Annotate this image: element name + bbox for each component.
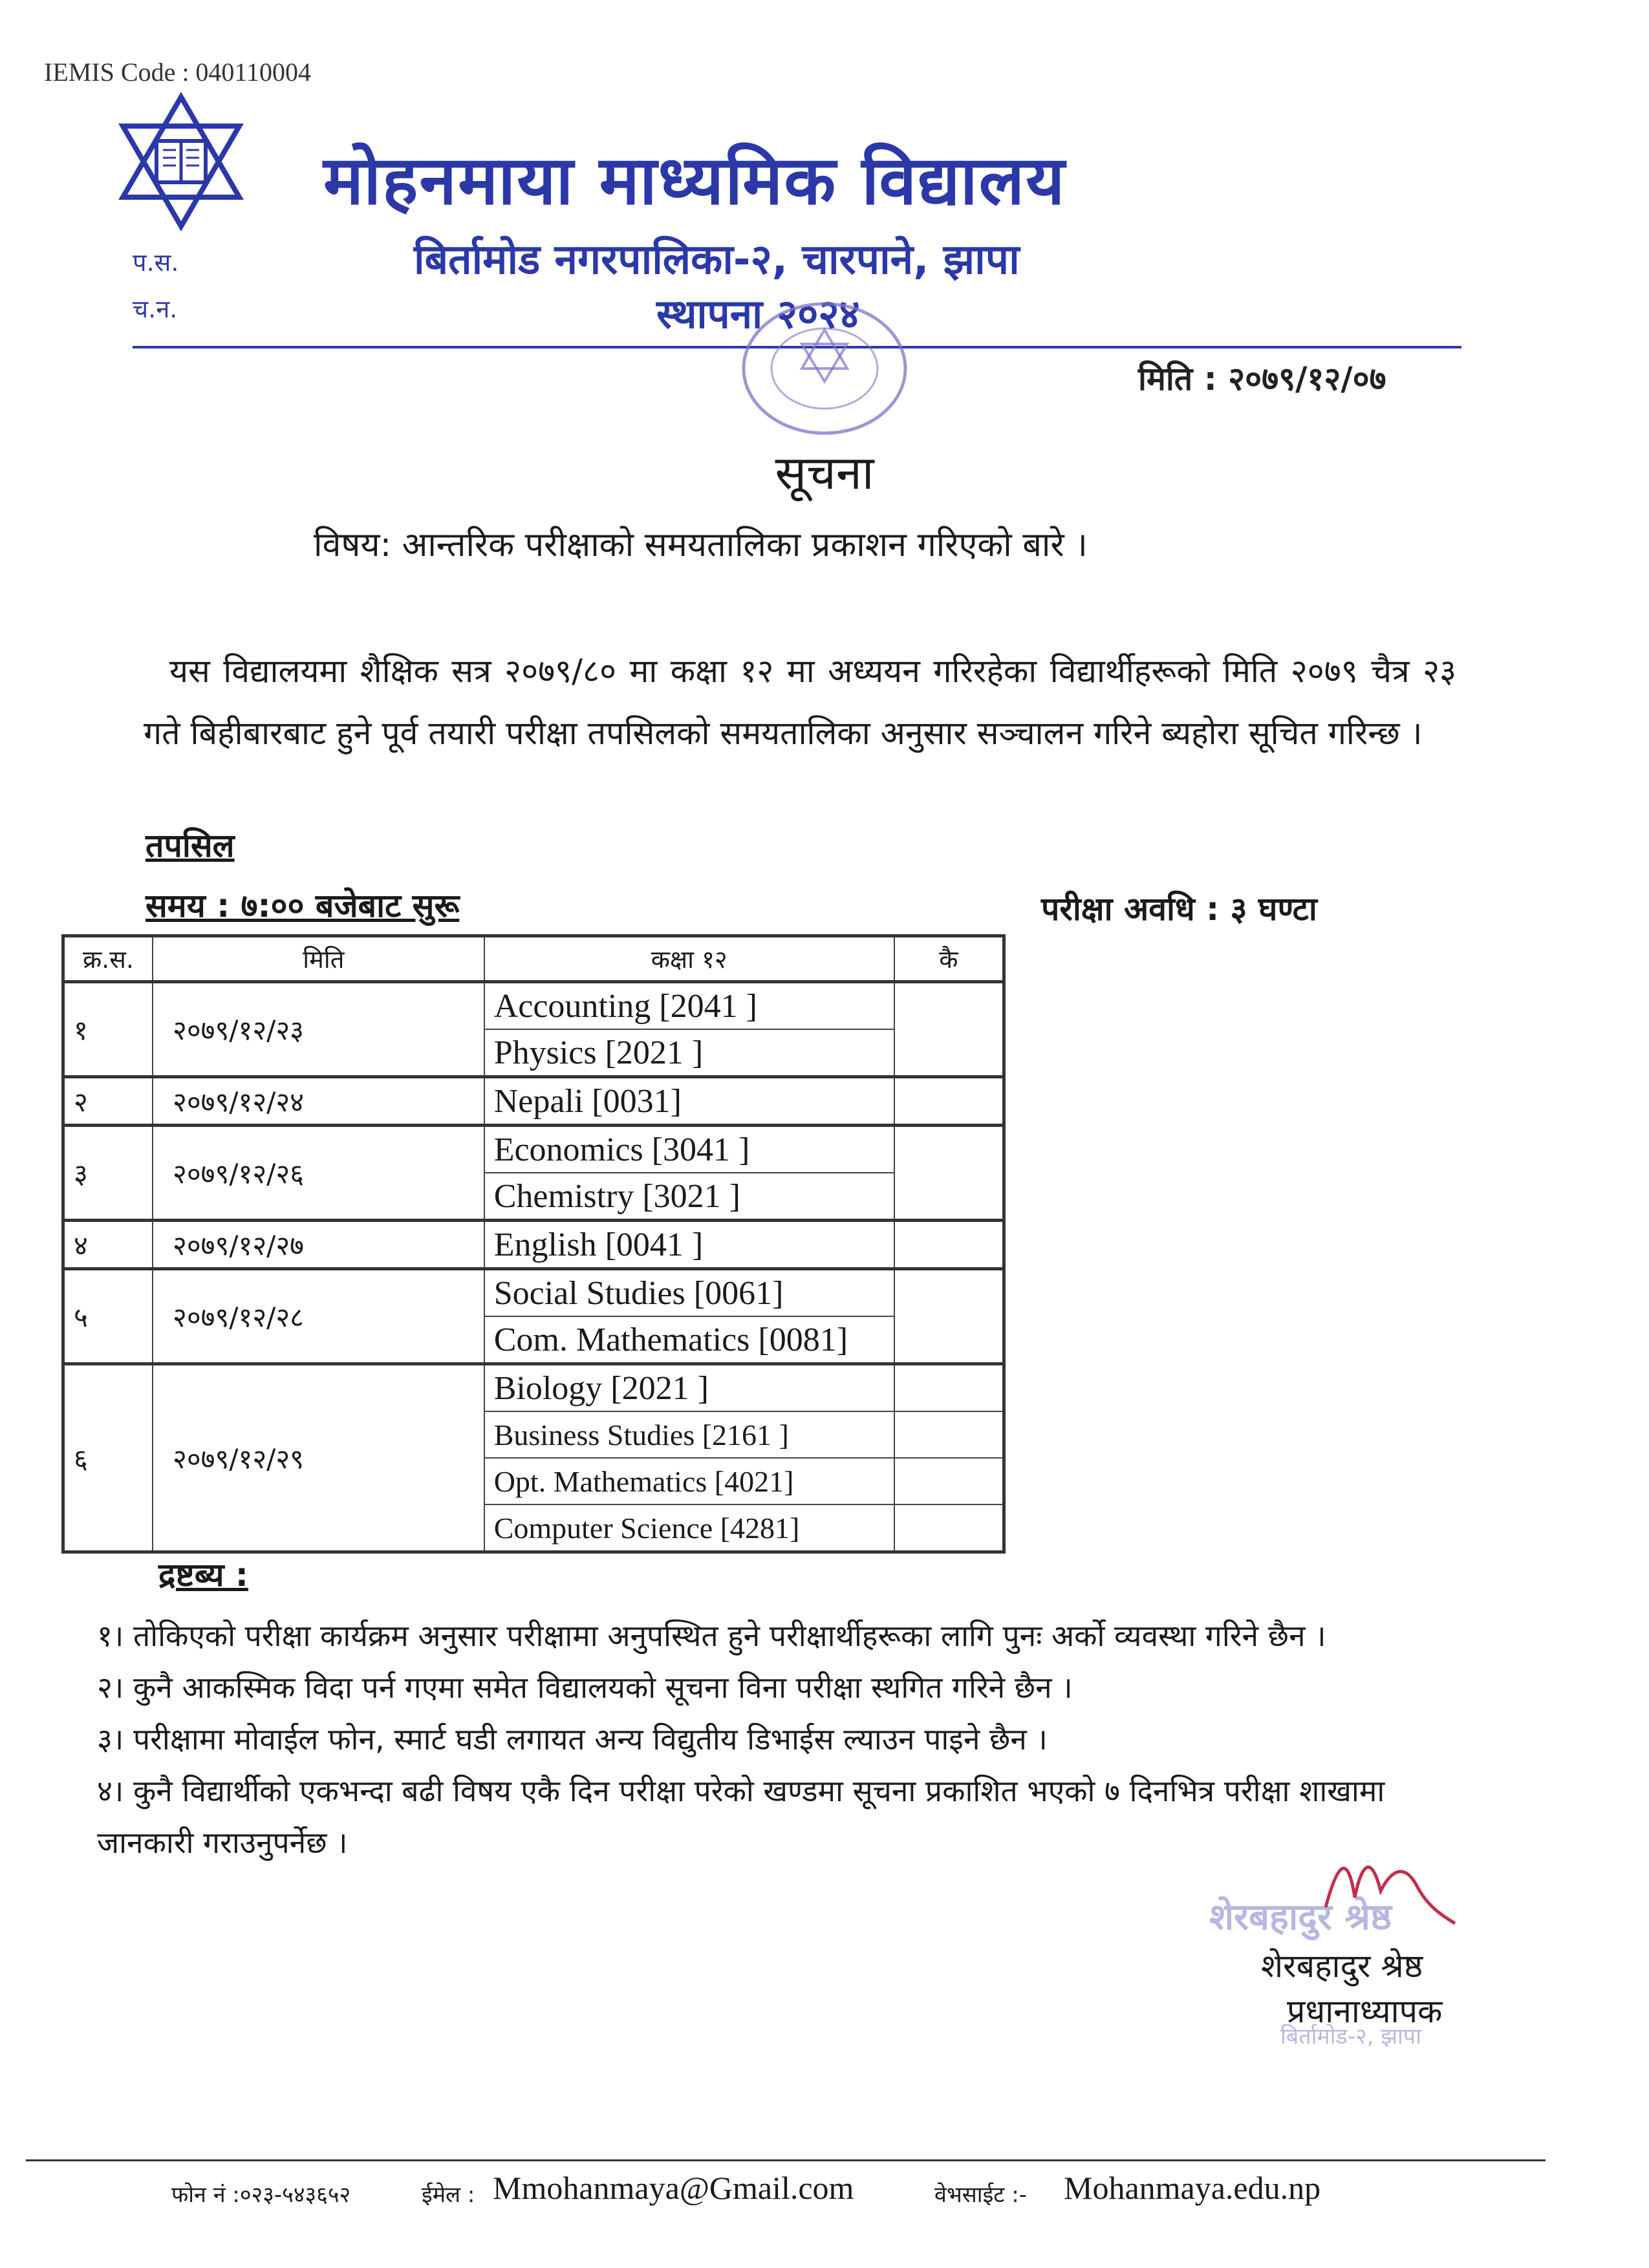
subject-cell: Chemistry [3021 ]	[484, 1173, 894, 1221]
signature-stamp-name: शेरबहादुर श्रेष्ठ	[1209, 1896, 1392, 1938]
notice-subject: विषय: आन्तरिक परीक्षाको समयतालिका प्रकाशन गरिएको बारे ।	[314, 526, 1088, 564]
note-item: २। कुनै आकस्मिक विदा पर्न गएमा समेत विद्यालयको सूचना विना परीक्षा स्थगित गरिने छैन ।	[97, 1670, 1073, 1705]
remark-cell	[894, 1411, 1004, 1458]
remark-cell	[894, 1458, 1004, 1504]
remark-cell	[894, 1269, 1004, 1364]
school-name: मोहनमाया माध्यमिक विद्यालय	[323, 141, 1066, 220]
notice-date: मिति : २०७९/१२/०७	[1138, 360, 1386, 398]
subject-cell: English [0041 ]	[484, 1221, 894, 1269]
established-year: स्थापना २०२४	[656, 290, 860, 337]
chana-label: च.न.	[133, 295, 178, 323]
signature-stamp-location: बिर्तामोड-२, झापा	[1280, 2024, 1421, 2049]
table-row	[63, 982, 1004, 1030]
notice-title: सूचना	[775, 445, 874, 500]
row-sn: ३	[63, 1126, 153, 1221]
footer-divider	[26, 2159, 1546, 2161]
footer-phone: फोन नं :०२३-५४३६५२	[171, 2182, 351, 2208]
subject-cell: Economics [3041 ]	[484, 1126, 894, 1173]
remark-cell	[894, 1126, 1004, 1221]
notes-heading: द्रष्टब्य :	[158, 1556, 248, 1594]
note-item: ३। परीक्षामा मोवाईल फोन, स्मार्ट घडी लगायत अन्य विद्युतीय डिभाईस ल्याउन पाइने छैन ।	[97, 1722, 1048, 1757]
pasa-label: प.स.	[133, 248, 179, 277]
header-sn: क्र.स.	[63, 936, 153, 982]
principal-name: शेरबहादुर श्रेष्ठ	[1261, 1947, 1423, 1985]
exam-duration: परीक्षा अवधि : ३ घण्टा	[1041, 890, 1317, 928]
row-date: २०७९/१२/२४	[153, 1077, 484, 1126]
subject-cell: Opt. Mathematics [4021]	[484, 1458, 894, 1504]
subject-cell: Business Studies [2161 ]	[484, 1411, 894, 1458]
note-item: ४। कुनै विद्यार्थीको एकभन्दा बढी विषय एकै दिन परीक्षा परेको खण्डमा सूचना प्रकाशित भएको ७ दिनभित्र परीक्षा शाखामा जानकारी गराउनुपर्नेछ ।	[97, 1773, 1385, 1860]
exam-schedule-table	[61, 934, 1006, 1554]
row-date: २०७९/१२/२९	[153, 1364, 484, 1552]
details-heading: तपसिल	[146, 827, 235, 864]
table-row	[63, 1077, 1004, 1126]
table-row	[63, 1364, 1004, 1412]
row-date: २०७९/१२/२७	[153, 1221, 484, 1269]
school-address: बिर्तामोड नगरपालिका-२, चारपाने, झापा	[414, 236, 1020, 284]
remark-cell	[894, 1221, 1004, 1269]
table-row	[63, 1221, 1004, 1269]
header-date: मिति	[153, 936, 484, 982]
iemis-code: IEMIS Code : 040110004	[44, 58, 311, 87]
table-header-row	[63, 936, 1004, 982]
footer-email-label: ईमेल :	[422, 2182, 475, 2208]
remark-cell	[894, 1077, 1004, 1126]
subject-cell: Accounting [2041 ]	[484, 982, 894, 1030]
footer-website: Mohanmaya.edu.np	[1064, 2170, 1321, 2206]
header-class: कक्षा १२	[484, 936, 894, 982]
remark-cell	[894, 982, 1004, 1077]
exam-start-time: समय : ७:०० बजेबाट सुरू	[146, 887, 460, 925]
table-row	[63, 1126, 1004, 1173]
school-emblem-icon	[110, 91, 252, 233]
pasa-chana-block	[133, 239, 178, 332]
subject-cell: Nepali [0031]	[484, 1077, 894, 1126]
subject-cell: Social Studies [0061]	[484, 1269, 894, 1317]
table-row	[63, 1269, 1004, 1317]
row-sn: ६	[63, 1364, 153, 1552]
school-seal-stamp	[727, 284, 915, 440]
principal-title: प्रधानाध्यापक	[1287, 1993, 1443, 2030]
subject-cell: Com. Mathematics [0081]	[484, 1316, 894, 1364]
row-date: २०७९/१२/२६	[153, 1126, 484, 1221]
footer-email: Mmohanmaya@Gmail.com	[493, 2170, 854, 2206]
row-date: २०७९/१२/२३	[153, 982, 484, 1077]
remark-cell	[894, 1364, 1004, 1412]
row-sn: ४	[63, 1221, 153, 1269]
subject-cell: Biology [2021 ]	[484, 1364, 894, 1412]
note-item: १। तोकिएको परीक्षा कार्यक्रम अनुसार परीक्षामा अनुपस्थित हुने परीक्षार्थीहरूका लागि पुनः अर्को व्यवस्था गरिने छैन ।	[97, 1618, 1326, 1653]
notice-body: यस विद्यालयमा शैक्षिक सत्र २०७९/८० मा कक्षा १२ मा अध्ययन गरिरहेका विद्यार्थीहरूको मिति २०७९ चैत्र २३ गते बिहीबारबाट हुने पूर्व तयारी परीक्षा तपसिलको समयतालिका अनुसार सञ्चालन गरिने ब्यहोरा सूचित गरिन्छ ।	[144, 652, 1456, 752]
handwritten-signature	[1319, 1846, 1461, 1930]
subject-cell: Physics [2021 ]	[484, 1029, 894, 1077]
row-sn: १	[63, 982, 153, 1077]
header-remark: कै	[894, 936, 1004, 982]
row-sn: २	[63, 1077, 153, 1126]
row-date: २०७९/१२/२८	[153, 1269, 484, 1364]
footer-website-label: वेभसाईट :-	[934, 2182, 1027, 2208]
remark-cell	[894, 1504, 1004, 1552]
row-sn: ५	[63, 1269, 153, 1364]
subject-cell: Computer Science [4281]	[484, 1504, 894, 1552]
